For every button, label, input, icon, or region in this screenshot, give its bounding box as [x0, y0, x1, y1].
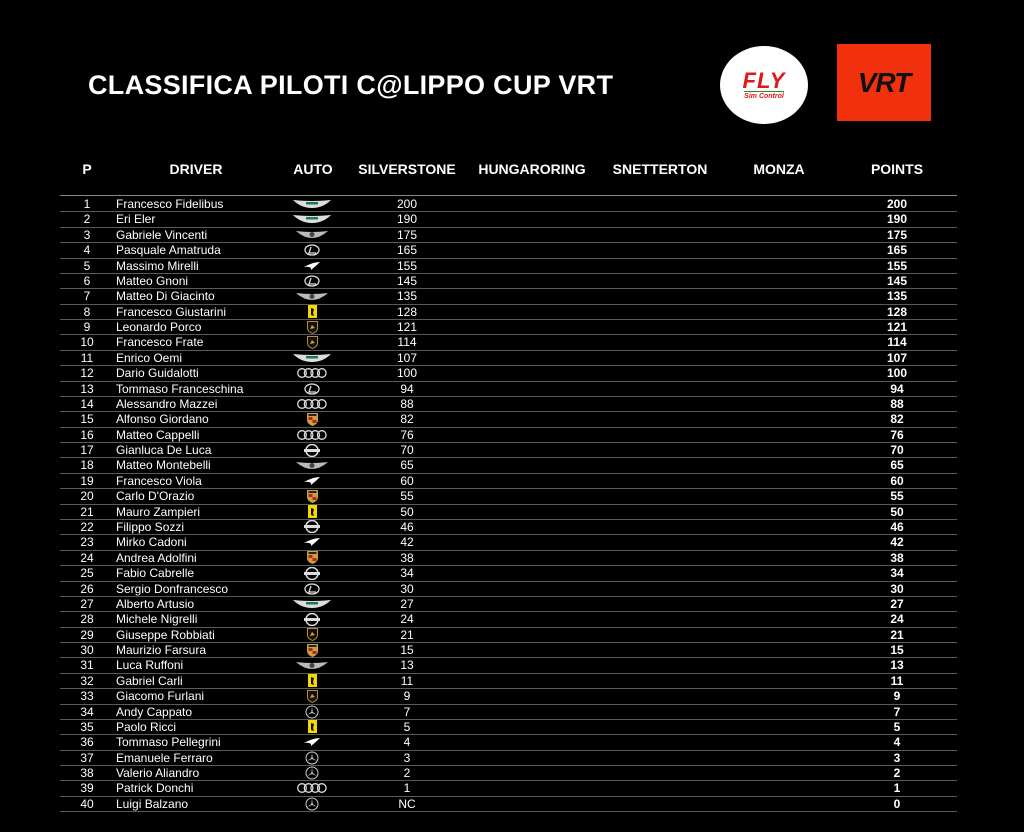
- silverstone-result: 50: [400, 504, 414, 519]
- audi-icon: [292, 781, 332, 795]
- silverstone-result: 190: [396, 212, 418, 227]
- silverstone-result: 46: [400, 519, 414, 534]
- table-row: 32 Gabriel Carli 11 11: [60, 674, 957, 689]
- total-points: 5: [893, 719, 901, 734]
- table-row: 9 Leonardo Porco 121 121: [60, 320, 957, 335]
- total-points: 30: [890, 581, 904, 596]
- silverstone-result: 4: [403, 735, 411, 750]
- table-row: 3 Gabriele Vincenti 175 175: [60, 228, 957, 243]
- silverstone-result: 30: [400, 581, 414, 596]
- table-row: 23 Mirko Cadoni 42 42: [60, 535, 957, 550]
- driver-name: Tommaso Pellegrini: [116, 735, 221, 750]
- silverstone-result: 175: [396, 227, 418, 242]
- header-driver: DRIVER: [169, 161, 223, 177]
- silverstone-result: 165: [396, 243, 418, 258]
- total-points: 65: [890, 458, 904, 473]
- fly-logo-subtext: Sim Control: [744, 92, 784, 100]
- total-points: 1: [893, 781, 901, 796]
- nissan-icon: [292, 566, 332, 580]
- total-points: 9: [893, 689, 901, 704]
- lexus-icon: [292, 243, 332, 257]
- silverstone-result: 70: [400, 443, 414, 458]
- fly-logo-text: FLY: [742, 67, 786, 93]
- aston-martin-icon: [292, 351, 332, 365]
- silverstone-result: 135: [396, 289, 418, 304]
- table-row: 2 Eri Eler 190 190: [60, 212, 957, 227]
- porsche-icon: [292, 551, 332, 565]
- silverstone-result: 65: [400, 458, 414, 473]
- silverstone-result: 76: [400, 427, 414, 442]
- driver-name: Enrico Oemi: [116, 350, 183, 365]
- driver-name: Gabriele Vincenti: [116, 227, 208, 242]
- bentley-icon: [292, 228, 332, 242]
- total-points: 55: [890, 489, 904, 504]
- total-points: 135: [886, 289, 908, 304]
- total-points: 190: [886, 212, 908, 227]
- mclaren-icon: [292, 735, 332, 749]
- bentley-icon: [292, 458, 332, 472]
- silverstone-result: 24: [400, 612, 414, 627]
- silverstone-result: 82: [400, 412, 414, 427]
- driver-name: Alberto Artusio: [116, 596, 195, 611]
- driver-name: Giuseppe Robbiati: [116, 627, 215, 642]
- mclaren-icon: [292, 259, 332, 273]
- table-row: 21 Mauro Zampieri 50 50: [60, 505, 957, 520]
- driver-name: Valerio Aliandro: [116, 766, 200, 781]
- driver-name: Matteo Cappelli: [116, 427, 200, 442]
- total-points: 121: [886, 320, 908, 335]
- silverstone-result: 38: [400, 550, 414, 565]
- lexus-icon: [292, 382, 332, 396]
- silverstone-result: 145: [396, 273, 418, 288]
- driver-name: Matteo Di Giacinto: [116, 289, 215, 304]
- lamborghini-icon: [292, 689, 332, 703]
- silverstone-result: 9: [403, 689, 411, 704]
- audi-icon: [292, 397, 332, 411]
- silverstone-result: 11: [400, 673, 414, 688]
- silverstone-result: 200: [396, 197, 418, 211]
- driver-name: Matteo Montebelli: [116, 458, 211, 473]
- porsche-icon: [292, 489, 332, 503]
- driver-name: Michele Nigrelli: [116, 612, 198, 627]
- silverstone-result: 121: [396, 320, 418, 335]
- silverstone-result: 7: [403, 704, 411, 719]
- table-row: 30 Maurizio Farsura 15 15: [60, 643, 957, 658]
- mercedes-icon: [292, 705, 332, 719]
- table-row: 16 Matteo Cappelli 76 76: [60, 428, 957, 443]
- table-row: 24 Andrea Adolfini 38 38: [60, 551, 957, 566]
- silverstone-result: 15: [400, 643, 414, 658]
- driver-name: Alfonso Giordano: [116, 412, 209, 427]
- driver-name: Patrick Donchi: [116, 781, 194, 796]
- silverstone-result: 13: [400, 658, 414, 673]
- lamborghini-icon: [292, 320, 332, 334]
- table-row: 37 Emanuele Ferraro 3 3: [60, 751, 957, 766]
- table-row: 12 Dario Guidalotti 100 100: [60, 366, 957, 381]
- ferrari-icon: [292, 720, 332, 734]
- driver-name: Dario Guidalotti: [116, 366, 199, 381]
- driver-name: Luca Ruffoni: [116, 658, 184, 673]
- silverstone-result: 88: [400, 396, 414, 411]
- driver-name: Matteo Gnoni: [116, 273, 189, 288]
- bentley-icon: [292, 289, 332, 303]
- total-points: 155: [886, 258, 908, 273]
- mclaren-icon: [292, 535, 332, 549]
- driver-name: Francesco Frate: [116, 335, 204, 350]
- driver-name: Giacomo Furlani: [116, 689, 205, 704]
- total-points: 60: [890, 473, 904, 488]
- silverstone-result: 5: [403, 719, 411, 734]
- total-points: 165: [886, 243, 908, 258]
- total-points: 107: [886, 350, 908, 365]
- driver-name: Alessandro Mazzei: [116, 396, 218, 411]
- driver-name: Maurizio Farsura: [116, 643, 207, 658]
- lexus-icon: [292, 582, 332, 596]
- total-points: 13: [890, 658, 904, 673]
- silverstone-result: 2: [403, 766, 411, 781]
- lexus-icon: [292, 274, 332, 288]
- table-row: 17 Gianluca De Luca 70 70: [60, 443, 957, 458]
- silverstone-result: 21: [400, 627, 414, 642]
- aston-martin-icon: [292, 212, 332, 226]
- table-row: 39 Patrick Donchi 1 1: [60, 781, 957, 796]
- total-points: 24: [890, 612, 904, 627]
- table-row: 8 Francesco Giustarini 128 128: [60, 305, 957, 320]
- vrt-logo: VRT: [837, 44, 931, 121]
- table-row: 27 Alberto Artusio 27 27: [60, 597, 957, 612]
- total-points: 0: [893, 796, 901, 811]
- table-row: 33 Giacomo Furlani 9 9: [60, 689, 957, 704]
- total-points: 128: [886, 304, 908, 319]
- driver-name: Francesco Giustarini: [116, 304, 227, 319]
- table-row: 13 Tommaso Franceschina 94 94: [60, 382, 957, 397]
- mercedes-icon: [292, 751, 332, 765]
- total-points: 15: [890, 643, 904, 658]
- total-points: 114: [887, 335, 907, 350]
- total-points: 7: [893, 704, 901, 719]
- driver-name: Carlo D'Orazio: [116, 489, 195, 504]
- silverstone-result: 100: [396, 366, 418, 381]
- total-points: 200: [886, 197, 908, 211]
- driver-name: Mirko Cadoni: [116, 535, 187, 550]
- table-row: 29 Giuseppe Robbiati 21 21: [60, 628, 957, 643]
- total-points: 2: [893, 766, 901, 781]
- table-row: 15 Alfonso Giordano 82 82: [60, 412, 957, 427]
- total-points: 42: [890, 535, 904, 550]
- driver-name: Andy Cappato: [116, 704, 193, 719]
- driver-name: Gianluca De Luca: [116, 443, 212, 458]
- table-row: 5 Massimo Mirelli 155 155: [60, 259, 957, 274]
- driver-name: Tommaso Franceschina: [116, 381, 244, 396]
- aston-martin-icon: [292, 597, 332, 611]
- driver-name: Gabriel Carli: [116, 673, 183, 688]
- header-monza: MONZA: [753, 161, 805, 177]
- total-points: 46: [890, 519, 904, 534]
- driver-name: Luigi Balzano: [116, 796, 189, 811]
- lamborghini-icon: [292, 335, 332, 349]
- table-row: 31 Luca Ruffoni 13 13: [60, 658, 957, 673]
- table-row: 35 Paolo Ricci 5 5: [60, 720, 957, 735]
- total-points: 88: [890, 396, 904, 411]
- total-points: 34: [890, 566, 904, 581]
- total-points: 100: [886, 366, 908, 381]
- porsche-icon: [292, 643, 332, 657]
- ferrari-icon: [292, 505, 332, 519]
- driver-name: Massimo Mirelli: [116, 258, 199, 273]
- total-points: 27: [890, 596, 904, 611]
- bentley-icon: [292, 658, 332, 672]
- table-row: 18 Matteo Montebelli 65 65: [60, 458, 957, 473]
- silverstone-result: 34: [400, 566, 414, 581]
- total-points: 175: [886, 227, 908, 242]
- silverstone-result: 42: [400, 535, 414, 550]
- table-row: 10 Francesco Frate 114 114: [60, 335, 957, 350]
- page-title: CLASSIFICA PILOTI C@LIPPO CUP VRT: [88, 70, 614, 100]
- driver-name: Mauro Zampieri: [116, 504, 201, 519]
- table-row: 11 Enrico Oemi 107 107: [60, 351, 957, 366]
- table-row: 22 Filippo Sozzi 46 46: [60, 520, 957, 535]
- total-points: 21: [890, 627, 904, 642]
- total-points: 76: [890, 427, 904, 442]
- lamborghini-icon: [292, 628, 332, 642]
- header-hungaroring: HUNGARORING: [478, 161, 586, 177]
- nissan-icon: [292, 443, 332, 457]
- silverstone-result: 128: [396, 304, 418, 319]
- driver-name: Filippo Sozzi: [116, 519, 185, 534]
- silverstone-result: 27: [400, 596, 414, 611]
- table-row: 6 Matteo Gnoni 145 145: [60, 274, 957, 289]
- driver-name: Fabio Cabrelle: [116, 566, 195, 581]
- header-points: POINTS: [870, 161, 924, 177]
- silverstone-result: 55: [400, 489, 414, 504]
- total-points: 11: [890, 673, 904, 688]
- silverstone-result: 1: [403, 781, 411, 796]
- table-row: 25 Fabio Cabrelle 34 34: [60, 566, 957, 581]
- silverstone-result: 155: [396, 258, 418, 273]
- porsche-icon: [292, 412, 332, 426]
- ferrari-icon: [292, 305, 332, 319]
- nissan-icon: [292, 520, 332, 534]
- driver-name: Sergio Donfrancesco: [116, 581, 229, 596]
- total-points: 70: [890, 443, 904, 458]
- silverstone-result: 94: [400, 381, 414, 396]
- driver-name: Francesco Viola: [116, 473, 202, 488]
- total-points: 82: [890, 412, 904, 427]
- mercedes-icon: [292, 797, 332, 811]
- driver-name: Andrea Adolfini: [116, 550, 197, 565]
- driver-name: Leonardo Porco: [116, 320, 202, 335]
- driver-name: Francesco Fidelibus: [116, 197, 224, 211]
- driver-name: Pasquale Amatruda: [116, 243, 221, 258]
- header-snetterton: SNETTERTON: [612, 161, 708, 177]
- audi-icon: [292, 366, 332, 380]
- total-points: 4: [893, 735, 901, 750]
- total-points: 3: [893, 750, 901, 765]
- total-points: 38: [890, 550, 904, 565]
- driver-name: Eri Eler: [116, 212, 156, 227]
- nissan-icon: [292, 612, 332, 626]
- audi-icon: [292, 428, 332, 442]
- header-p: P: [82, 161, 92, 177]
- table-row: 1 Francesco Fidelibus 200 200: [60, 197, 957, 212]
- table-row: 28 Michele Nigrelli 24 24: [60, 612, 957, 627]
- silverstone-result: NC: [398, 796, 416, 811]
- silverstone-result: 3: [403, 750, 411, 765]
- table-row: 19 Francesco Viola 60 60: [60, 474, 957, 489]
- table-row: 34 Andy Cappato 7 7: [60, 705, 957, 720]
- total-points: 94: [890, 381, 904, 396]
- table-row: 36 Tommaso Pellegrini 4 4: [60, 735, 957, 750]
- table-row: 38 Valerio Aliandro 2 2: [60, 766, 957, 781]
- mercedes-icon: [292, 766, 332, 780]
- header-auto: AUTO: [293, 161, 333, 177]
- silverstone-result: 114: [397, 335, 417, 350]
- total-points: 50: [890, 504, 904, 519]
- header-divider: [60, 195, 957, 196]
- table-row: 26 Sergio Donfrancesco 30 30: [60, 582, 957, 597]
- mclaren-icon: [292, 474, 332, 488]
- driver-name: Emanuele Ferraro: [116, 750, 213, 765]
- table-row: 40 Luigi Balzano NC 0: [60, 797, 957, 812]
- fly-sim-control-logo: [720, 46, 808, 124]
- table-row: 14 Alessandro Mazzei 88 88: [60, 397, 957, 412]
- header-silverstone: SILVERSTONE: [358, 161, 456, 177]
- table-row: 20 Carlo D'Orazio 55 55: [60, 489, 957, 504]
- driver-name: Paolo Ricci: [116, 719, 177, 734]
- table-row: 7 Matteo Di Giacinto 135 135: [60, 289, 957, 304]
- total-points: 145: [886, 273, 908, 288]
- aston-martin-icon: [292, 197, 332, 211]
- silverstone-result: 107: [396, 350, 418, 365]
- silverstone-result: 60: [400, 473, 414, 488]
- ferrari-icon: [292, 674, 332, 688]
- table-row: 4 Pasquale Amatruda 165 165: [60, 243, 957, 258]
